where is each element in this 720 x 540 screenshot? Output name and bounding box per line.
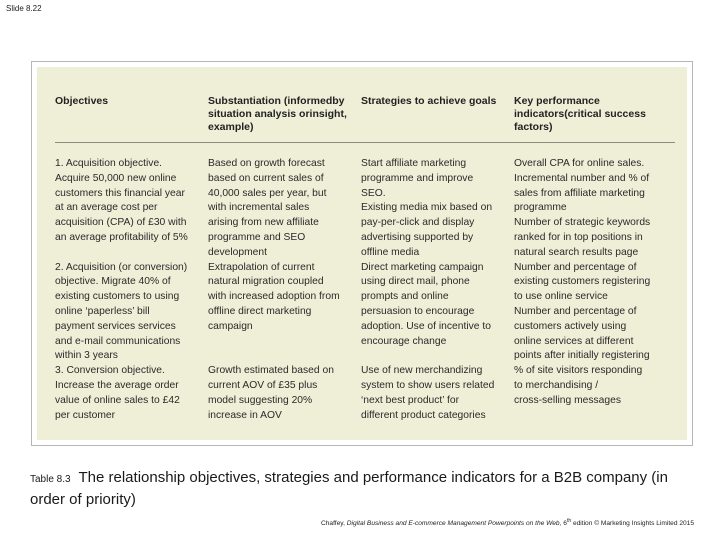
table-caption: [30, 468, 700, 510]
cell-line: to merchandising /: [514, 379, 599, 391]
cell-line: advertising supported by: [361, 231, 474, 243]
footer-credit: [321, 518, 694, 527]
cell-line: 40,000 sales per year, but: [208, 187, 327, 199]
cell-line: model suggesting 20%: [208, 394, 313, 406]
caption-label: Table 8.3: [30, 474, 71, 485]
cell-line: Number and percentage of: [514, 261, 637, 273]
cell-kpis: [514, 261, 675, 365]
footer-edition-sup: th: [566, 518, 572, 524]
footer-author: Chaffey,: [321, 520, 347, 528]
cell-line: within 3 years: [55, 350, 118, 362]
header-line: (critical success factors): [514, 108, 646, 133]
header-line: Objectives: [55, 95, 109, 107]
footer-title: Digital Business and E-commerce Management Powerpoints on the Web,: [346, 520, 562, 528]
cell-line: SEO.: [361, 187, 386, 199]
cell-line: campaign: [208, 320, 253, 332]
cell-line: Based on growth forecast: [208, 158, 325, 169]
header-line: insight, example): [208, 108, 347, 133]
table-header-row: [55, 87, 675, 143]
cell-line: customers this financial year: [55, 187, 185, 199]
cell-strategies: [361, 143, 514, 261]
cell-line: per customer: [55, 409, 116, 421]
cell-line: existing customers registering: [514, 276, 651, 288]
cell-line: Growth estimated based on: [208, 365, 334, 377]
cell-line: ranked for in top positions in: [514, 231, 643, 243]
header-kpis: [514, 87, 675, 143]
objective-title: 1. Acquisition objective.: [55, 158, 163, 169]
cell-line: online services at different: [514, 335, 634, 347]
cell-line: Increase the average order: [55, 379, 179, 391]
table-row: [55, 364, 675, 423]
header-objectives: [55, 87, 208, 143]
cell-line: online ‘paperless’ bill: [55, 305, 150, 317]
cell-line: offline direct marketing: [208, 305, 312, 317]
cell-line: payment services services: [55, 320, 176, 332]
cell-line: arising from new affiliate: [208, 217, 319, 229]
cell-line: Acquire 50,000 new online: [55, 172, 177, 184]
cell-substantiation: [208, 143, 361, 261]
cell-line: Direct marketing campaign: [361, 261, 484, 273]
cell-line: different product categories: [361, 409, 486, 421]
cell-line: with increased adoption from: [208, 291, 340, 303]
cell-line: encourage change: [361, 335, 447, 347]
cell-line: objective. Migrate 40% of: [55, 276, 171, 288]
header-substantiation: [208, 87, 361, 143]
cell-line: existing customers to using: [55, 291, 180, 303]
cell-line: to use online service: [514, 291, 608, 303]
cell-line: Number of strategic keywords: [514, 217, 651, 229]
cell-line: programme and SEO: [208, 231, 306, 243]
cell-line: using direct mail, phone: [361, 276, 470, 288]
cell-line: programme: [514, 202, 567, 214]
cell-strategies: [361, 261, 514, 365]
cell-line: offline media: [361, 246, 420, 258]
cell-line: customers actively using: [514, 320, 627, 332]
cell-line: current AOV of £35 plus: [208, 379, 318, 391]
objective-title: 2. Acquisition (or conversion): [55, 261, 188, 273]
cell-line: sales from affiliate marketing: [514, 187, 645, 199]
cell-line: prompts and online: [361, 291, 449, 303]
cell-objective: [55, 261, 208, 365]
cell-line: Overall CPA for online sales.: [514, 158, 645, 169]
cell-strategies: [361, 364, 514, 423]
table-row: [55, 143, 675, 261]
cell-line: % of site visitors responding: [514, 365, 643, 377]
cell-line: at an average cost per: [55, 202, 158, 214]
cell-line: natural search results page: [514, 246, 639, 258]
cell-line: acquisition (CPA) of £30 with: [55, 217, 187, 229]
cell-line: Incremental number and % of: [514, 172, 650, 184]
cell-line: persuasion to encourage: [361, 305, 475, 317]
cell-line: Extrapolation of current: [208, 261, 315, 273]
cell-line: adoption. Use of incentive to: [361, 320, 491, 332]
cell-substantiation: [208, 364, 361, 423]
slide-number: Slide 8.22: [6, 4, 42, 13]
cell-line: ‘next best product’ for: [361, 394, 460, 406]
table-row: [55, 261, 675, 365]
cell-line: and e-mail communications: [55, 335, 181, 347]
footer-rest: edition © Marketing Insights Limited 2015: [571, 520, 694, 528]
footer-edition: 6: [561, 520, 567, 528]
cell-line: with incremental sales: [208, 202, 310, 214]
cell-objective: [55, 364, 208, 423]
cell-line: increase in AOV: [208, 409, 282, 421]
cell-objective: [55, 143, 208, 261]
header-line: by situation analysis or: [208, 95, 345, 120]
objective-title: 3. Conversion objective.: [55, 365, 165, 377]
cell-line: pay-per-click and display: [361, 217, 475, 229]
cell-line: based on current sales of: [208, 172, 324, 184]
header-strategies: [361, 87, 514, 143]
cell-line: an average profitability of 5%: [55, 231, 188, 243]
cell-line: value of online sales to £42: [55, 394, 180, 406]
cell-line: natural migration coupled: [208, 276, 324, 288]
cell-kpis: [514, 143, 675, 261]
cell-line: Existing media mix based on: [361, 202, 493, 214]
cell-line: cross-selling messages: [514, 394, 622, 406]
header-line: Substantiation (informed: [208, 95, 333, 107]
cell-line: Start affiliate marketing: [361, 158, 467, 169]
objectives-table: [55, 87, 675, 423]
cell-line: programme and improve: [361, 172, 474, 184]
cell-line: Use of new merchandizing: [361, 365, 483, 377]
cell-kpis: [514, 364, 675, 423]
cell-substantiation: [208, 261, 361, 365]
caption-text: The relationship objectives, strategies and performance indicators for a B2B company (in order of priority): [30, 469, 668, 508]
header-line: Strategies to achieve goals: [361, 95, 497, 107]
cell-line: development: [208, 246, 267, 258]
header-line: Key performance indicators: [514, 95, 600, 120]
cell-line: Number and percentage of: [514, 305, 637, 317]
cell-line: points after initially registering: [514, 350, 650, 362]
cell-line: system to show users related: [361, 379, 495, 391]
table-panel: [37, 67, 687, 440]
